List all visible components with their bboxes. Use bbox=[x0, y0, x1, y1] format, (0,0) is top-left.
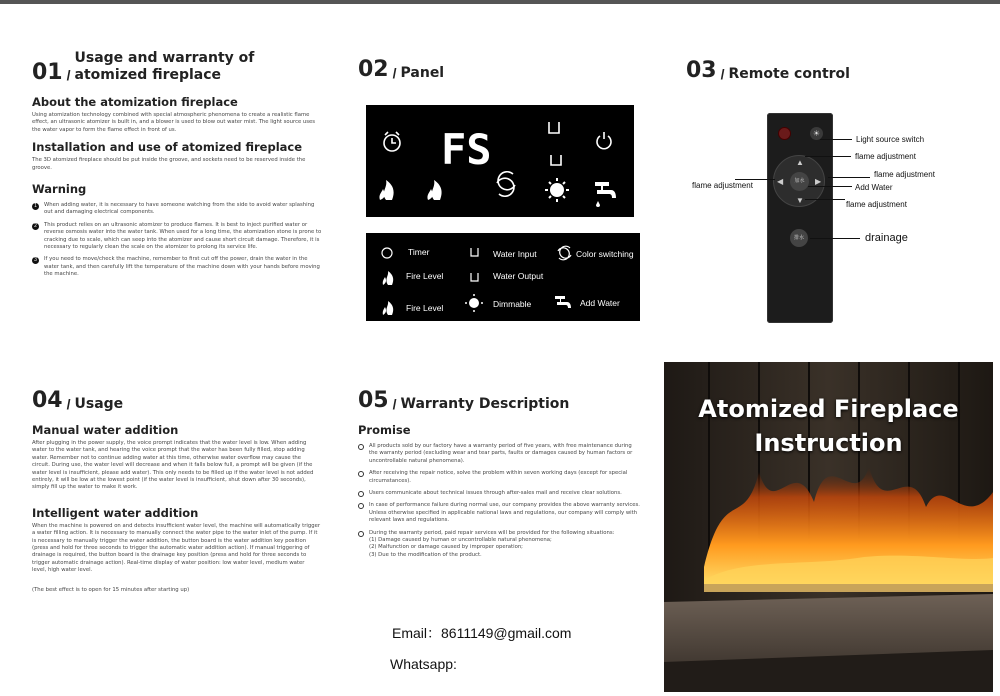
section-title: Remote control bbox=[728, 66, 850, 82]
leader-line bbox=[820, 139, 852, 140]
label-flame-up: flame adjustment bbox=[855, 152, 916, 161]
section-05-header bbox=[358, 388, 642, 413]
water-output-icon bbox=[471, 273, 478, 281]
leader-line bbox=[828, 177, 870, 178]
about-text: Using atomization technology combined with special atmospheric phenomena to create a realistic flame effect, an ultrasonic atomizer is built in, and a blower is used to blow out water mist. The light source uses the water vapor to form the flame effect in front of us. bbox=[32, 112, 316, 133]
section-title: Panel bbox=[400, 65, 445, 81]
label-flame-right: flame adjustment bbox=[874, 170, 935, 179]
dimmable-icon bbox=[550, 183, 564, 197]
paid-repair-item: (1) Damage caused by human or uncontrollable natural phenomena; bbox=[369, 537, 552, 544]
promise-text: In case of performance failure during normal use, our company provides the above warranty services. Unless otherwise specified in applicable national laws and regulations, our company will comply with relevant laws and regulations. bbox=[369, 502, 640, 524]
about-heading: About the atomization fireplace bbox=[32, 95, 238, 109]
label-flame-left: flame adjustment bbox=[692, 181, 753, 190]
section-title bbox=[75, 50, 255, 84]
dimmable-icon bbox=[469, 298, 479, 308]
water-output-icon bbox=[551, 155, 561, 165]
add-water-icon bbox=[555, 296, 571, 308]
list-item bbox=[358, 530, 642, 560]
leader-line bbox=[808, 186, 852, 187]
contact-email: Email：8611149@gmail.com bbox=[392, 625, 572, 641]
bullet-icon bbox=[358, 491, 364, 497]
manual-water-text: After plugging in the power supply, the voice prompt indicates that the water level is low. When adding water to the water tank, and hearing the voice prompt that the water has been fully filled, stop adding water. Remember not to continue adding water at this time, otherwise water overflow may cause the circuit. During use, the water level will decrease and when it falls below full, a prompt will be given (if the water level is insufficient, please add water). This only needs to be filled up if the water level is not added entirely, it will be low at the lowest point (if the water level is insufficient, shut down after 30 seconds), simply fill up the water to make it work. bbox=[32, 440, 314, 491]
legend-dimmable: Dimmable bbox=[493, 299, 532, 309]
warning-text: If you need to move/check the machine, remember to first cut off the power, drain the water in the water tank, and then carefully lift the temperature of the machine down with your hands before moving the machine. bbox=[44, 256, 320, 278]
list-item bbox=[358, 443, 642, 465]
color-switch-icon bbox=[497, 178, 514, 196]
intelligent-water-heading: Intelligent water addition bbox=[32, 505, 199, 520]
bullet-icon: 2 bbox=[32, 223, 39, 230]
list-item bbox=[358, 490, 642, 497]
down-arrow-icon[interactable]: ▼ bbox=[796, 196, 804, 205]
up-arrow-icon[interactable]: ▲ bbox=[796, 158, 804, 167]
paid-repair-item: (3) Due to the modification of the product. bbox=[369, 551, 482, 558]
list-item bbox=[358, 502, 642, 524]
slash: / bbox=[392, 65, 397, 81]
promise-heading: Promise bbox=[358, 423, 411, 437]
panel-icons bbox=[366, 105, 634, 217]
section-01-header bbox=[32, 50, 322, 85]
power-icon bbox=[597, 132, 611, 149]
bullet-icon bbox=[358, 444, 364, 450]
add-water-icon bbox=[595, 182, 616, 198]
top-border bbox=[0, 0, 1000, 4]
promise-text: After receiving the repair notice, solve the problem within seven working days (except for special circumstances). bbox=[369, 470, 628, 484]
legend-water-input: Water Input bbox=[493, 249, 537, 259]
section-number: 01 bbox=[32, 60, 63, 85]
list-item bbox=[32, 256, 322, 278]
bullet-icon bbox=[358, 471, 364, 477]
bullet-icon: 3 bbox=[32, 257, 39, 264]
slash: / bbox=[392, 396, 397, 412]
legend-timer: Timer bbox=[408, 247, 430, 257]
install-text: The 3D atomized fireplace should be put inside the groove, and sockets need to be reserved inside the groove. bbox=[32, 157, 306, 171]
legend-fire-level-2: Fire Level bbox=[406, 303, 444, 313]
install-heading: Installation and use of atomized fireplace bbox=[32, 140, 303, 155]
water-input-icon bbox=[471, 248, 478, 256]
control-panel-display bbox=[366, 105, 634, 217]
list-item bbox=[32, 202, 322, 217]
water-input-icon bbox=[549, 122, 559, 133]
paid-repair-intro: During the warranty period, paid repair services will be provided for the following situations: bbox=[369, 529, 615, 536]
section-title: Usage bbox=[74, 396, 124, 412]
section-usage-warranty bbox=[32, 50, 322, 284]
bullet-icon bbox=[358, 531, 364, 537]
warning-text: When adding water, it is necessary to have someone watching from the side to avoid water splashing out and damaging electrical components. bbox=[44, 202, 315, 216]
panel-legend bbox=[366, 233, 640, 321]
photo-title-line-2: Instruction bbox=[754, 429, 903, 457]
label-drainage: drainage bbox=[865, 232, 908, 244]
drain-button[interactable]: 排水 bbox=[790, 229, 808, 247]
label-add-water: Add Water bbox=[855, 183, 893, 192]
fire-level-icon bbox=[383, 301, 393, 315]
right-arrow-icon[interactable]: ▶ bbox=[815, 177, 822, 186]
fireplace-photo bbox=[664, 362, 993, 692]
section-remote-header bbox=[686, 58, 850, 83]
leader-line bbox=[735, 179, 775, 180]
fire-level-icon bbox=[383, 271, 393, 285]
leader-line bbox=[805, 156, 851, 157]
label-flame-down: flame adjustment bbox=[846, 200, 907, 209]
section-number: 03 bbox=[686, 58, 717, 83]
add-water-button[interactable]: 加水 bbox=[790, 172, 809, 191]
section-number: 04 bbox=[32, 388, 63, 413]
leader-line bbox=[805, 199, 845, 200]
section-usage bbox=[32, 388, 320, 594]
contact-whatsapp: Whatsapp: bbox=[390, 656, 457, 672]
left-arrow-icon[interactable]: ◀ bbox=[777, 177, 784, 186]
slash: / bbox=[720, 66, 725, 82]
bullet-icon bbox=[358, 503, 364, 509]
intelligent-water-text: When the machine is powered on and detects insufficient water level, the machine will automatically trigger a water filling action. It is necessary to manually connect the water pipe to the water inlet of the pump. If it is necessary to manually trigger the water addition, the button board is the water addition key position (press and hold for three seconds to trigger the automatic water addition action). If manual triggering of drainage is required, the button board is the drainage key position (press and hold for three seconds to trigger automatic drainage action). Real-time display of water position: low water level, medium water level, high water level. bbox=[32, 522, 321, 574]
manual-water-heading: Manual water addition bbox=[32, 423, 179, 437]
power-button[interactable] bbox=[778, 127, 791, 140]
title-line-1: Usage and warranty of bbox=[74, 50, 255, 66]
legend-water-output: Water Output bbox=[493, 271, 544, 281]
title-line-2: atomized fireplace bbox=[74, 67, 222, 83]
light-source-button[interactable]: ☀ bbox=[810, 127, 823, 140]
section-title: Warranty Description bbox=[400, 396, 570, 412]
bullet-icon: 1 bbox=[32, 203, 39, 210]
paid-repair-item: (2) Malfunction or damage caused by improper operation; bbox=[369, 544, 523, 551]
slash: / bbox=[66, 396, 71, 412]
section-04-header bbox=[32, 388, 320, 413]
promise-text: All products sold by our factory have a warranty period of five years, with free maintenance during the warranty period (excluding wear and tear parts, faults or damages caused by human factors or uncontrollable natural phenomena). bbox=[369, 443, 633, 464]
leader-line bbox=[810, 238, 860, 239]
section-warranty bbox=[358, 388, 642, 564]
legend-fire-level: Fire Level bbox=[406, 271, 444, 281]
timer-icon bbox=[382, 248, 392, 258]
photo-title bbox=[664, 392, 993, 460]
paid-repair-block bbox=[369, 530, 614, 560]
photo-title-line-1: Atomized Fireplace bbox=[698, 395, 959, 423]
section-number: 05 bbox=[358, 388, 389, 413]
fire-level-icon bbox=[427, 180, 441, 200]
list-item bbox=[32, 222, 322, 252]
legend-add-water: Add Water bbox=[580, 298, 620, 308]
section-number: 02 bbox=[358, 57, 389, 82]
remote-control bbox=[767, 113, 833, 323]
warning-text: This product relies on an ultrasonic atomizer to produce flames. It is best to inject purified water or reverse osmosis water into the water tank. When used for a long time, the atomization stone is prone to cracking due to scale, which can seep into the atomizer and cause short circuit damage. Therefore, it is necessary to regularly clean the scale on the atomizer to prolong its service life. bbox=[44, 221, 322, 251]
list-item bbox=[358, 470, 642, 485]
fire-level-icon bbox=[379, 180, 393, 200]
legend-color-switching: Color switching bbox=[576, 249, 634, 259]
color-switch-icon bbox=[558, 246, 571, 260]
label-light-source: Light source switch bbox=[856, 135, 925, 144]
warning-heading: Warning bbox=[32, 182, 87, 197]
footnote: (The best effect is to open for 15 minutes after starting up) bbox=[32, 586, 190, 593]
section-panel-header bbox=[358, 57, 444, 82]
slash: / bbox=[66, 67, 71, 83]
promise-text: Users communicate about technical issues through after-sales mail and receive clear solutions. bbox=[369, 490, 622, 497]
display-readout: FS bbox=[441, 125, 492, 174]
